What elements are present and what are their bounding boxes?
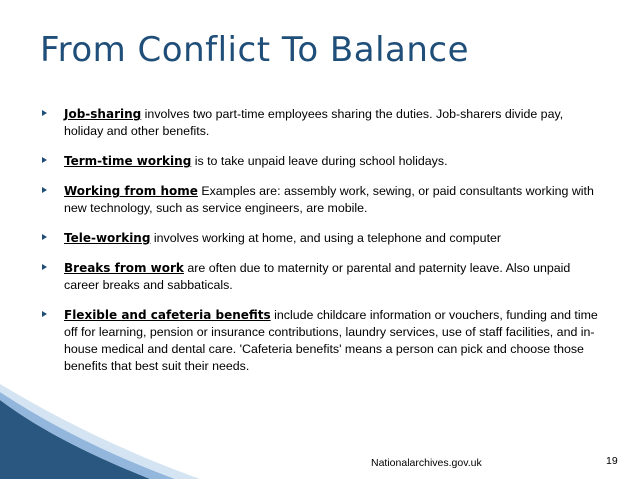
- bullet-term: Flexible and cafeteria benefits: [64, 308, 271, 322]
- bullet-item-breaks-from-work: [38, 260, 600, 294]
- bullet-item-job-sharing: [38, 106, 600, 140]
- bullet-term: Breaks from work: [64, 261, 184, 275]
- bullet-text: involves two part-time employees sharing the duties. Job-sharers divide pay, holiday and other benefits.: [64, 107, 564, 138]
- bullet-item-working-from-home: [38, 183, 600, 217]
- bullet-arrow-icon: [42, 311, 47, 317]
- bullet-arrow-icon: [42, 234, 47, 240]
- bullet-term: Tele-working: [64, 231, 151, 245]
- bullet-arrow-icon: [42, 110, 47, 116]
- bullet-item-flexible-benefits: [38, 307, 600, 375]
- bullet-text: involves working at home, and using a telephone and computer: [150, 231, 502, 245]
- bullet-item-term-time-working: [38, 153, 600, 170]
- bullet-text: is to take unpaid leave during school holidays.: [191, 154, 448, 168]
- bullet-text: are often due to maternity or parental and paternity leave. Also unpaid career breaks and sabbaticals.: [64, 261, 571, 292]
- footer-source: Nationalarchives.gov.uk: [371, 457, 482, 469]
- bullet-text: Examples are: assembly work, sewing, or paid consultants working with new technology, such as service engineers, are mobile.: [64, 184, 594, 215]
- slide-title: From Conflict To Balance: [40, 30, 470, 70]
- bullet-term: Job-sharing: [64, 107, 142, 121]
- page-number: 19: [606, 455, 618, 467]
- bullet-arrow-icon: [42, 264, 47, 270]
- bullet-arrow-icon: [42, 187, 47, 193]
- bullet-term: Term-time working: [64, 154, 192, 168]
- bullet-list: [38, 106, 600, 375]
- bullet-item-tele-working: [38, 230, 600, 247]
- bullet-text: include childcare information or vouchers, funding and time off for learning, pension or insurance contributions, laundry services, use of staff facilities, and in-house medical and dental care. 'Cafeteria benefits' means a person can pick and choose those benefits that best suit their needs.: [64, 308, 598, 373]
- bullet-term: Working from home: [64, 184, 198, 198]
- bullet-arrow-icon: [42, 157, 47, 163]
